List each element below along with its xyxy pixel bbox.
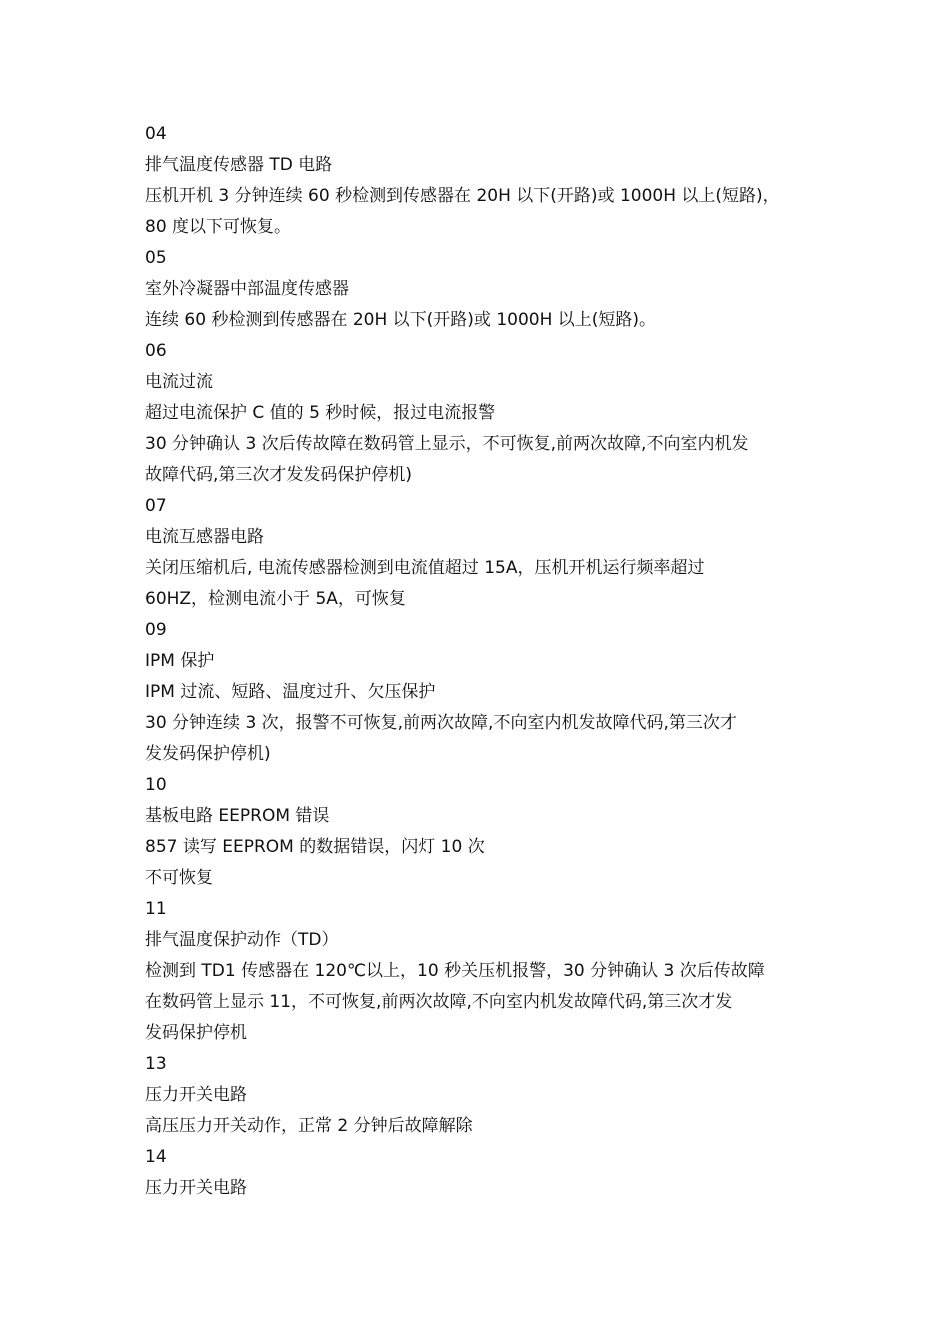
fault-title: 排气温度传感器 TD 电路	[145, 155, 333, 175]
fault-description-line: 发发码保护停机)	[145, 744, 271, 764]
fault-description-line: 超过电流保护 C 值的 5 秒时候，报过电流报警	[145, 403, 496, 423]
fault-description-line: 60HZ，检测电流小于 5A，可恢复	[145, 589, 406, 609]
fault-description-line: 发码保护停机	[145, 1023, 247, 1043]
fault-description-line: 检测到 TD1 传感器在 120℃以上，10 秒关压机报警，30 分钟确认 3 次后传故障	[145, 961, 765, 981]
fault-description-line: 30 分钟连续 3 次，报警不可恢复,前两次故障,不向室内机发故障代码,第三次才	[145, 713, 737, 733]
fault-entry-04	[145, 119, 825, 243]
fault-description-line: 在数码管上显示 11，不可恢复,前两次故障,不向室内机发故障代码,第三次才发	[145, 992, 733, 1012]
fault-title: 压力开关电路	[145, 1178, 247, 1198]
fault-code: 14	[145, 1147, 167, 1167]
fault-entry-14	[145, 1142, 825, 1204]
fault-entry-07	[145, 491, 825, 615]
fault-description-line: 高压压力开关动作，正常 2 分钟后故障解除	[145, 1116, 473, 1136]
fault-description-line: 关闭压缩机后, 电流传感器检测到电流值超过 15A，压机开机运行频率超过	[145, 558, 705, 578]
fault-description-line: IPM 过流、短路、温度过升、欠压保护	[145, 682, 436, 702]
fault-entry-10	[145, 770, 825, 894]
fault-title: 电流过流	[145, 372, 213, 392]
fault-title: 排气温度保护动作（TD）	[145, 930, 339, 950]
fault-title: 电流互感器电路	[145, 527, 264, 547]
fault-title: 压力开关电路	[145, 1085, 247, 1105]
fault-title: IPM 保护	[145, 651, 215, 671]
fault-code: 13	[145, 1054, 167, 1074]
document-page	[145, 119, 825, 1204]
fault-code: 09	[145, 620, 167, 640]
fault-code: 10	[145, 775, 167, 795]
fault-entry-06	[145, 336, 825, 491]
fault-code: 04	[145, 124, 167, 144]
fault-code: 05	[145, 248, 167, 268]
fault-description-line: 压机开机 3 分钟连续 60 秒检测到传感器在 20H 以下(开路)或 1000H 以上(短路)，	[145, 186, 780, 206]
fault-entry-11	[145, 894, 825, 1049]
fault-description-line: 不可恢复	[145, 868, 213, 888]
fault-entry-13	[145, 1049, 825, 1142]
fault-entry-09	[145, 615, 825, 770]
fault-code: 07	[145, 496, 167, 516]
fault-description-line: 故障代码,第三次才发发码保护停机)	[145, 465, 413, 485]
fault-code: 06	[145, 341, 167, 361]
fault-description-line: 80 度以下可恢复。	[145, 217, 292, 237]
fault-title: 基板电路 EEPROM 错误	[145, 806, 330, 826]
fault-description-line: 857 读写 EEPROM 的数据错误，闪灯 10 次	[145, 837, 485, 857]
fault-description-line: 连续 60 秒检测到传感器在 20H 以下(开路)或 1000H 以上(短路)。	[145, 310, 657, 330]
fault-title: 室外冷凝器中部温度传感器	[145, 279, 349, 299]
fault-description-line: 30 分钟确认 3 次后传故障在数码管上显示，不可恢复,前两次故障,不向室内机发	[145, 434, 749, 454]
fault-code: 11	[145, 899, 167, 919]
fault-entry-05	[145, 243, 825, 336]
